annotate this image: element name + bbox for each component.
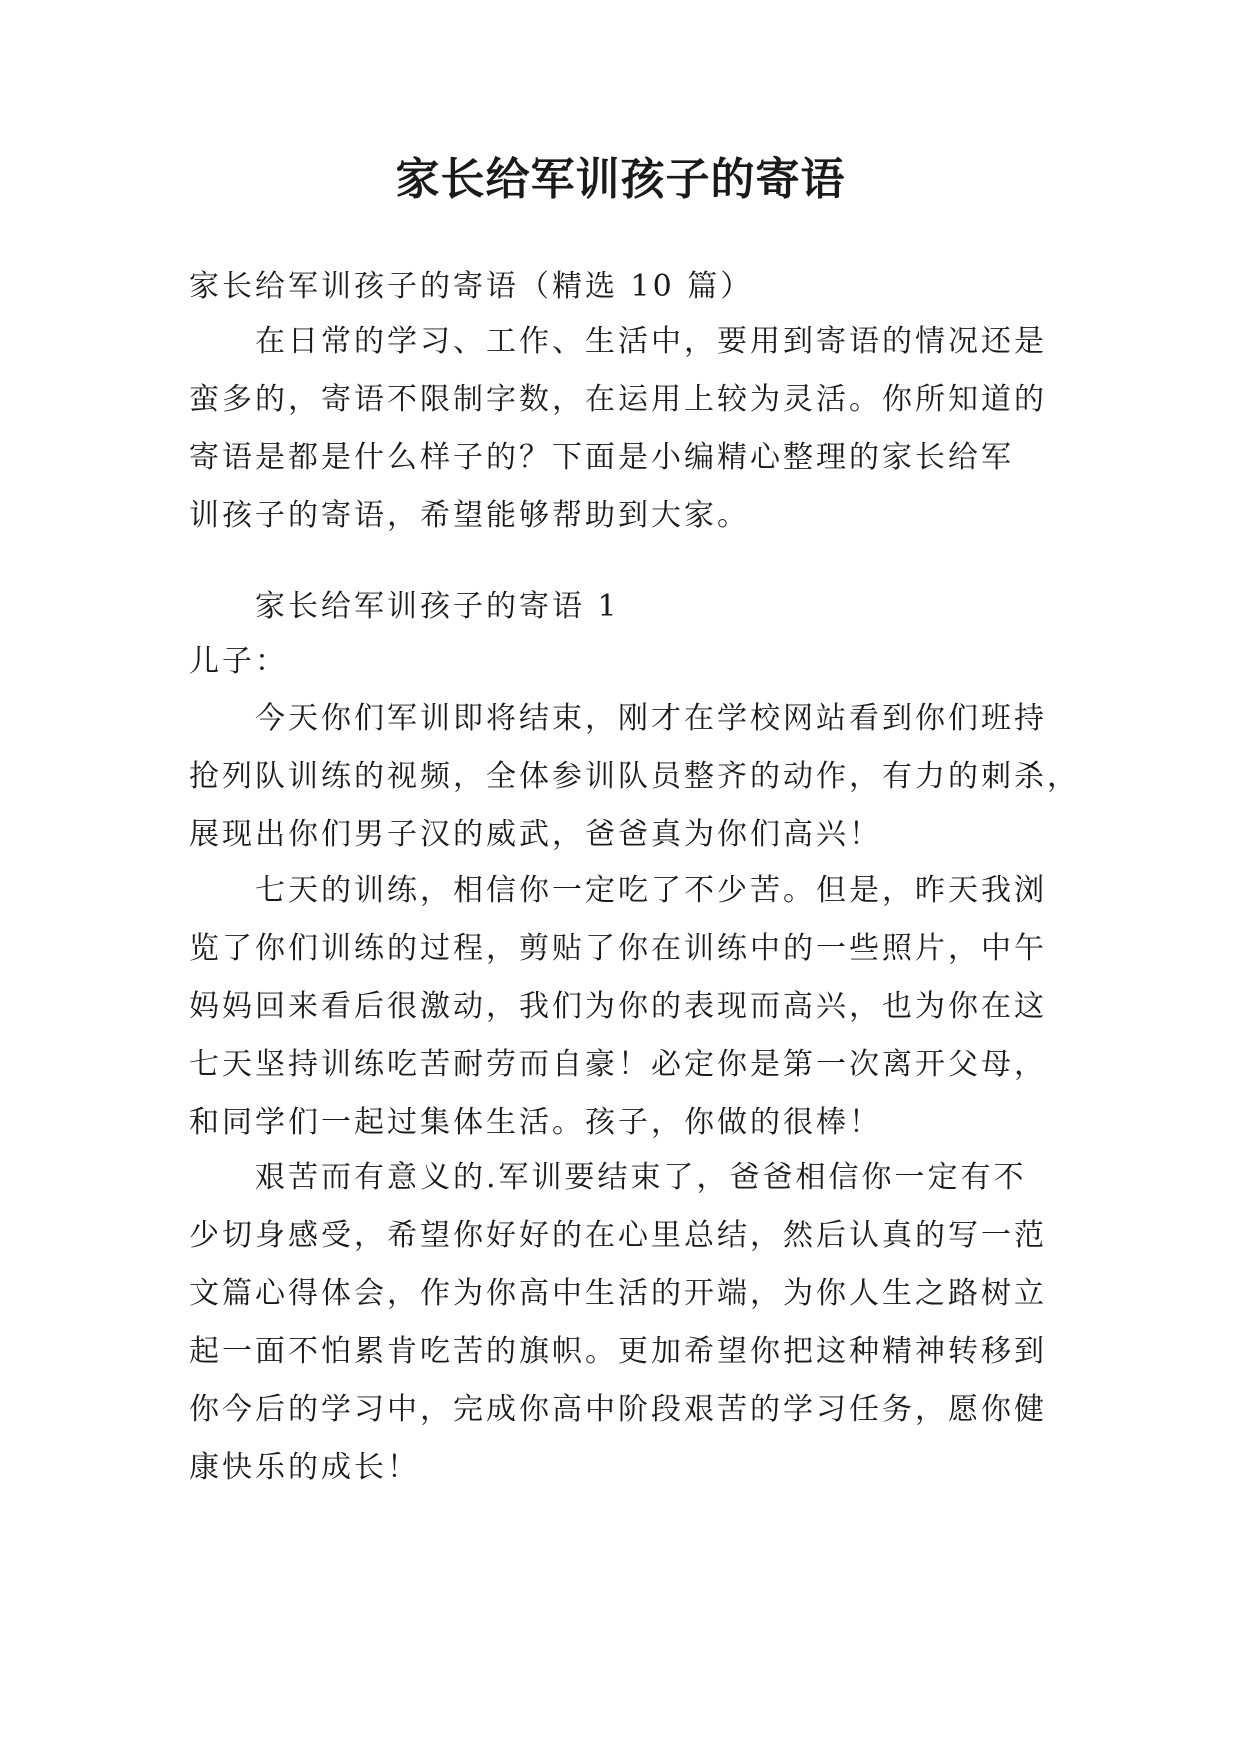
paragraph-line: 康快乐的成长！ — [189, 1450, 420, 1485]
intro-line: 蛮多的，寄语不限制字数，在运用上较为灵活。你所知道的 — [189, 382, 1047, 417]
paragraph-line: 起一面不怕累肯吃苦的旗帜。更加希望你把这种精神转移到 — [189, 1334, 1047, 1369]
subtitle-block — [189, 258, 1069, 316]
paragraph-line: 览了你们训练的过程，剪贴了你在训练中的一些照片，中午 — [189, 931, 1047, 966]
intro-paragraph — [189, 313, 1069, 545]
paragraph-line: 七天的训练，相信你一定吃了不少苦。但是，昨天我浏 — [255, 873, 1047, 908]
intro-line: 训孩子的寄语，希望能够帮助到大家。 — [189, 498, 750, 533]
salutation-block — [189, 633, 1069, 691]
document-subtitle: 家长给军训孩子的寄语（精选 10 篇） — [189, 269, 754, 304]
paragraph-line: 文篇心得体会，作为你高中生活的开端，为你人生之路树立 — [189, 1276, 1047, 1311]
paragraph-line: 妈妈回来看后很激动，我们为你的表现而高兴，也为你在这 — [189, 989, 1047, 1024]
paragraph-line: 七天坚持训练吃苦耐劳而自豪！必定你是第一次离开父母， — [189, 1047, 1047, 1082]
intro-line: 寄语是都是什么样子的？下面是小编精心整理的家长给军 — [189, 440, 1014, 475]
section-heading: 家长给军训孩子的寄语 1 — [255, 589, 620, 624]
intro-line: 在日常的学习、工作、生活中，要用到寄语的情况还是 — [255, 324, 1047, 359]
paragraph-1 — [189, 690, 1080, 864]
paragraph-line: 你今后的学习中，完成你高中阶段艰苦的学习任务，愿你健 — [189, 1392, 1047, 1427]
paragraph-2 — [189, 862, 1069, 1152]
section-heading-block — [189, 578, 1069, 636]
paragraph-line: 艰苦而有意义的.军训要结束了，爸爸相信你一定有不 — [255, 1160, 1027, 1195]
document-title: 家长给军训孩子的寄语 — [395, 154, 846, 205]
paragraph-line: 今天你们军训即将结束，刚才在学校网站看到你们班持 — [255, 701, 1047, 736]
paragraph-line: 展现出你们男子汉的威武，爸爸真为你们高兴！ — [189, 817, 882, 852]
paragraph-line: 抢列队训练的视频，全体参训队员整齐的动作，有力的刺杀， — [189, 759, 1080, 794]
salutation: 儿子： — [189, 644, 288, 679]
paragraph-3 — [189, 1149, 1069, 1497]
paragraph-line: 和同学们一起过集体生活。孩子，你做的很棒！ — [189, 1105, 882, 1140]
paragraph-line: 少切身感受，希望你好好的在心里总结，然后认真的写一范 — [189, 1218, 1047, 1253]
